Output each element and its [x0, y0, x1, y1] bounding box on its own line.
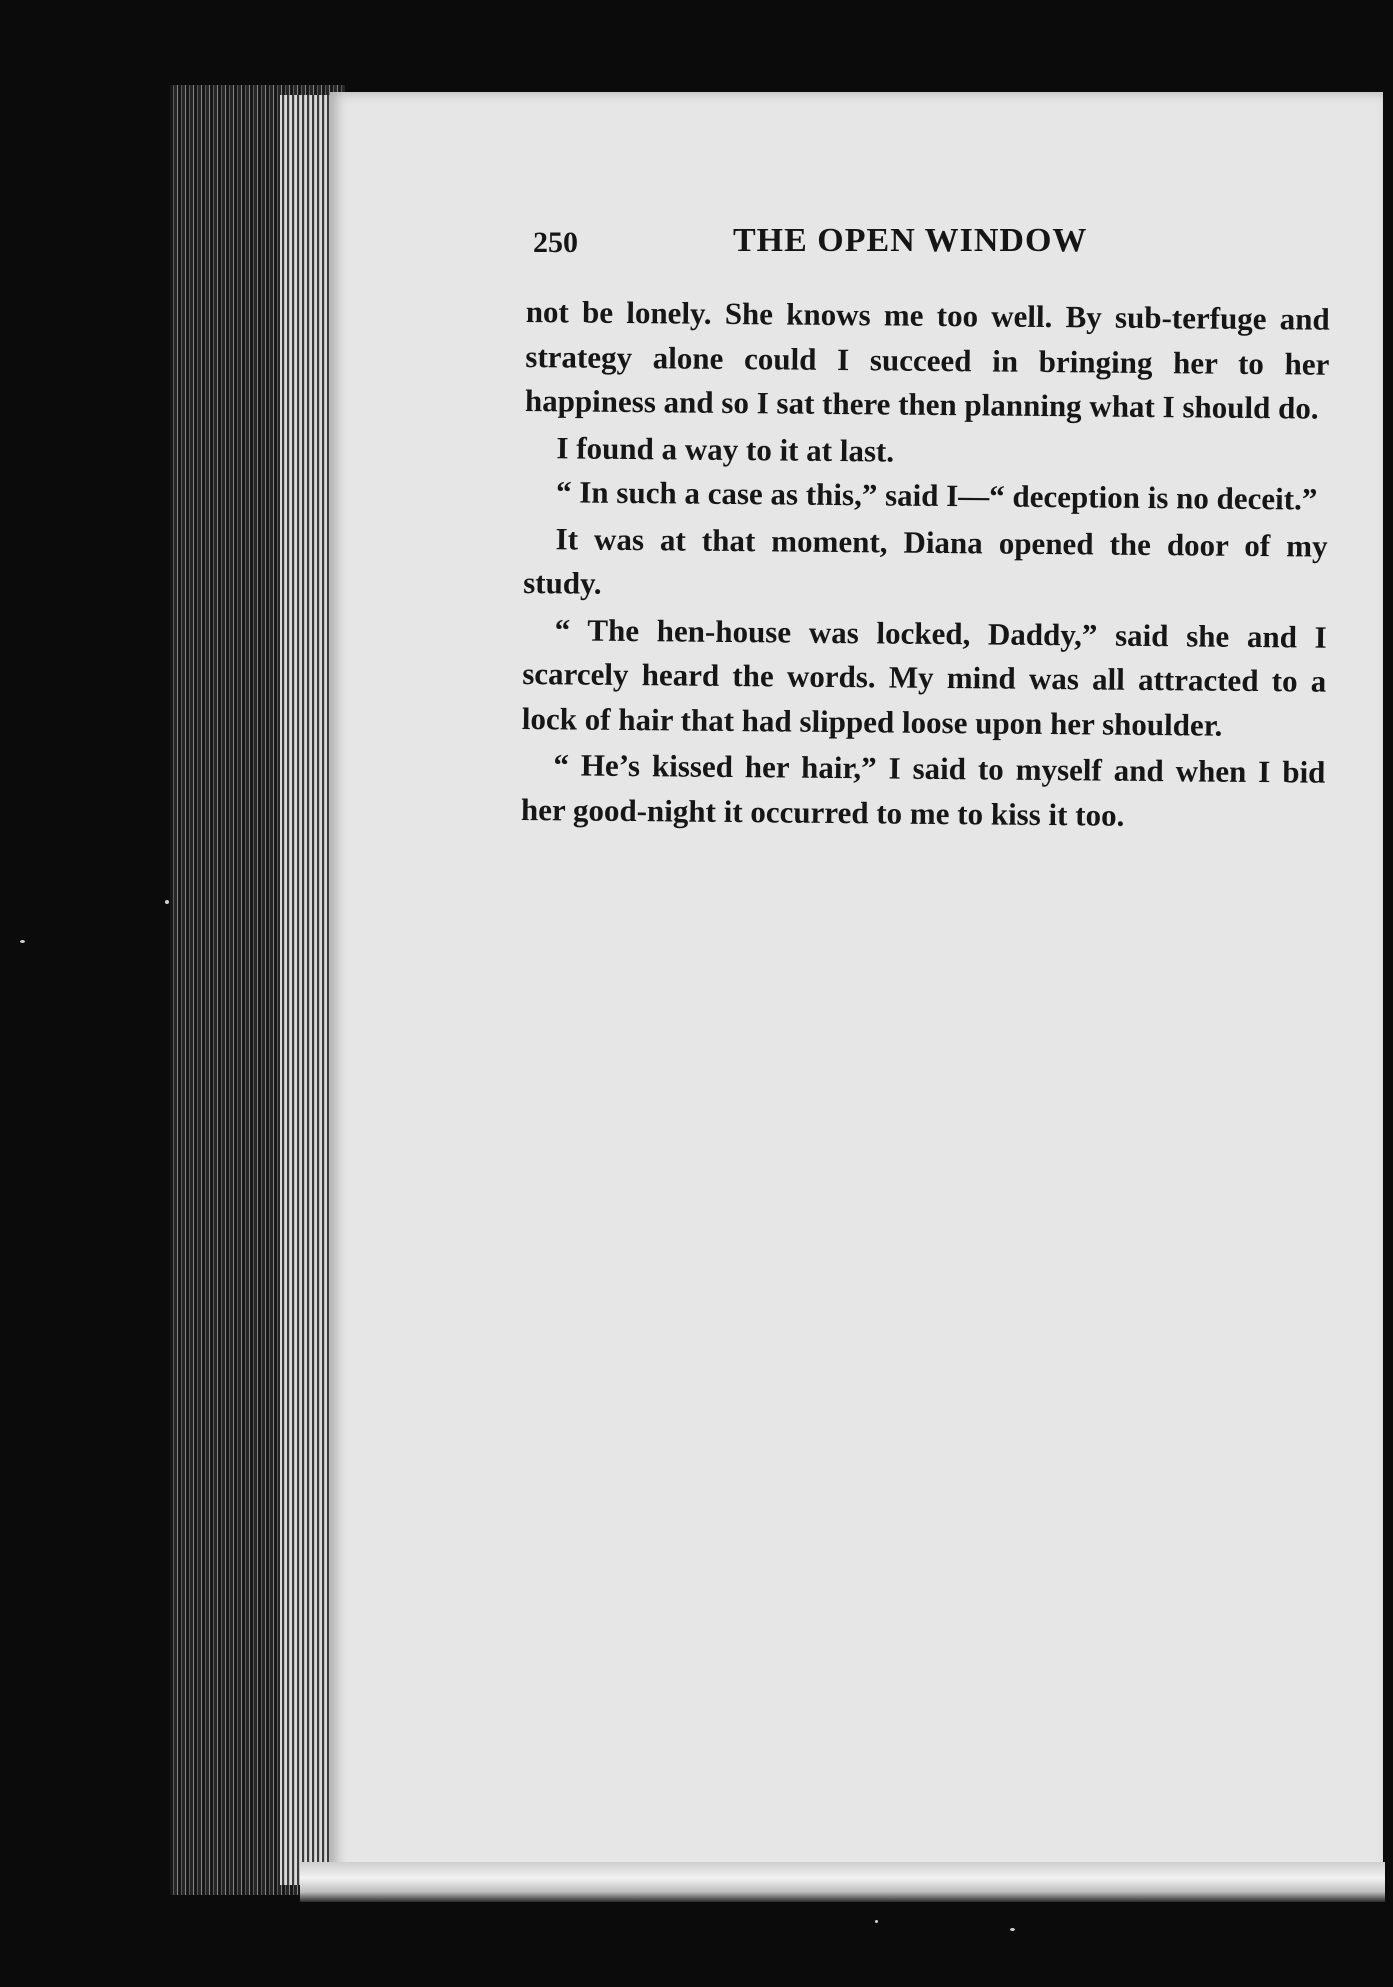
page-number: 250: [533, 226, 578, 259]
scan-speck: [20, 940, 25, 943]
page-bottom-edge: [300, 1862, 1385, 1902]
scan-speck: [1010, 1928, 1015, 1931]
running-title: THE OPEN WINDOW: [733, 222, 1088, 259]
body-text: [521, 290, 1330, 840]
paragraph-5: “ The hen-house was locked, Daddy,” said she and I scarcely heard the words. My mind was all attracted to a lock of hair that had slipped loose upon her shoulder.: [521, 611, 1327, 743]
paragraph-6: “ He’s kissed her hair,” I said to myself and when I bid her good-night it occurred to me to kiss it too.: [520, 747, 1326, 833]
scan-speck: [875, 1920, 878, 1923]
paragraph-3: “ In such a case as this,” said I—“ deception is no deceit.”: [555, 474, 1318, 517]
paragraph-2: I found a way to it at last.: [556, 429, 895, 469]
paragraph-4: It was at that moment, Diana opened the door of my study.: [523, 520, 1328, 601]
page-header: [533, 222, 1153, 272]
paragraph-1: not be lonely. She knows me too well. By sub-terfuge and strategy alone could I succeed in bringing her to her happiness and so I sat there then planning what I should do.: [524, 293, 1330, 426]
scan-speck: [165, 900, 169, 904]
